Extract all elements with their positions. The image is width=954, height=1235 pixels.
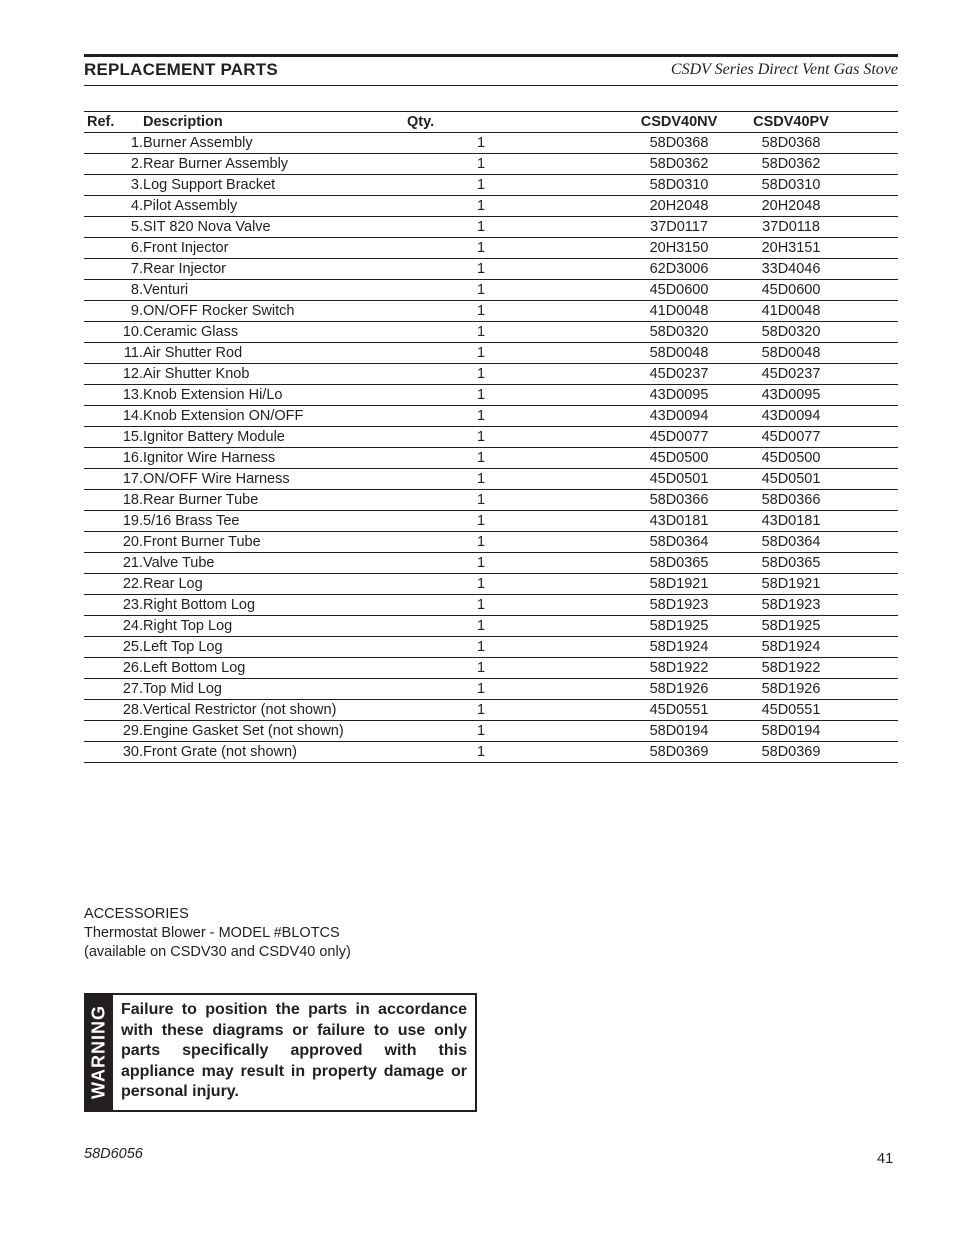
warning-box [84, 993, 477, 1112]
cell-spacer [847, 427, 898, 448]
cell-ref [84, 133, 143, 154]
cell-csdv40nv: 58D0362 [623, 154, 735, 175]
cell-qty: 1 [403, 259, 623, 280]
ref-number: 25. [122, 639, 143, 655]
cell-ref [84, 679, 143, 700]
cell-csdv40nv: 37D0117 [623, 217, 735, 238]
cell-spacer [847, 133, 898, 154]
accessories-heading: ACCESSORIES [84, 906, 189, 922]
cell-qty: 1 [403, 532, 623, 553]
cell-spacer [847, 742, 898, 763]
table-row [84, 742, 898, 763]
cell-qty: 1 [403, 700, 623, 721]
table-row [84, 385, 898, 406]
cell-qty: 1 [403, 280, 623, 301]
ref-number: 8. [130, 282, 143, 298]
cell-qty: 1 [403, 721, 623, 742]
cell-qty: 1 [403, 616, 623, 637]
cell-description: Knob Extension ON/OFF [143, 406, 403, 427]
table-row [84, 175, 898, 196]
ref-number: 3. [130, 177, 143, 193]
cell-csdv40nv: 45D0500 [623, 448, 735, 469]
cell-spacer [847, 658, 898, 679]
cell-qty: 1 [403, 679, 623, 700]
cell-spacer [847, 385, 898, 406]
ref-number: 27. [122, 681, 143, 697]
cell-csdv40pv: 45D0500 [735, 448, 847, 469]
cell-spacer [847, 175, 898, 196]
cell-ref [84, 553, 143, 574]
cell-ref [84, 616, 143, 637]
ref-number: 29. [122, 723, 143, 739]
cell-csdv40nv: 58D1925 [623, 616, 735, 637]
cell-spacer [847, 574, 898, 595]
warning-text: Failure to position the parts in accordance with these diagrams or failure to use only parts specifically approved with this appliance may result in property damage or personal injury. [121, 1001, 467, 1100]
cell-description: Rear Burner Assembly [143, 154, 403, 175]
col-header-csdv40nv: CSDV40NV [623, 112, 735, 133]
cell-csdv40nv: 58D0364 [623, 532, 735, 553]
table-row [84, 511, 898, 532]
cell-csdv40nv: 58D0368 [623, 133, 735, 154]
cell-ref [84, 427, 143, 448]
cell-csdv40pv: 58D0362 [735, 154, 847, 175]
cell-qty: 1 [403, 553, 623, 574]
cell-csdv40pv: 58D0194 [735, 721, 847, 742]
cell-ref [84, 364, 143, 385]
cell-description: Rear Burner Tube [143, 490, 403, 511]
cell-csdv40nv: 58D0310 [623, 175, 735, 196]
cell-csdv40nv: 43D0094 [623, 406, 735, 427]
cell-description: Knob Extension Hi/Lo [143, 385, 403, 406]
cell-qty: 1 [403, 154, 623, 175]
ref-number: 4. [130, 198, 143, 214]
ref-number: 22. [122, 576, 143, 592]
table-row [84, 595, 898, 616]
cell-spacer [847, 301, 898, 322]
cell-csdv40pv: 58D1925 [735, 616, 847, 637]
cell-spacer [847, 448, 898, 469]
table-row [84, 238, 898, 259]
cell-description: Valve Tube [143, 553, 403, 574]
cell-csdv40pv: 33D4046 [735, 259, 847, 280]
cell-qty: 1 [403, 511, 623, 532]
cell-qty: 1 [403, 364, 623, 385]
cell-qty: 1 [403, 658, 623, 679]
cell-spacer [847, 364, 898, 385]
cell-csdv40pv: 58D1922 [735, 658, 847, 679]
cell-csdv40pv: 58D0310 [735, 175, 847, 196]
section-title: REPLACEMENT PARTS [84, 60, 278, 79]
cell-qty: 1 [403, 217, 623, 238]
cell-qty: 1 [403, 343, 623, 364]
cell-qty: 1 [403, 406, 623, 427]
cell-spacer [847, 238, 898, 259]
cell-csdv40pv: 58D0369 [735, 742, 847, 763]
cell-qty: 1 [403, 301, 623, 322]
col-header-description: Description [143, 112, 403, 133]
cell-csdv40pv: 20H2048 [735, 196, 847, 217]
cell-ref [84, 301, 143, 322]
page-number: 41 [877, 1151, 894, 1167]
cell-description: Front Burner Tube [143, 532, 403, 553]
table-row [84, 658, 898, 679]
table-row [84, 343, 898, 364]
cell-ref [84, 343, 143, 364]
cell-description: Top Mid Log [143, 679, 403, 700]
cell-spacer [847, 490, 898, 511]
cell-qty: 1 [403, 448, 623, 469]
accessories-line: (available on CSDV30 and CSDV40 only) [84, 944, 351, 960]
table-row [84, 427, 898, 448]
cell-ref [84, 511, 143, 532]
cell-spacer [847, 196, 898, 217]
cell-spacer [847, 217, 898, 238]
cell-description: Left Top Log [143, 637, 403, 658]
ref-number: 30. [122, 744, 143, 760]
cell-qty: 1 [403, 175, 623, 196]
accessories-note [84, 905, 351, 962]
cell-description: Ignitor Wire Harness [143, 448, 403, 469]
cell-csdv40pv: 58D1923 [735, 595, 847, 616]
ref-number: 16. [122, 450, 143, 466]
cell-qty: 1 [403, 427, 623, 448]
cell-ref [84, 217, 143, 238]
cell-csdv40nv: 58D0194 [623, 721, 735, 742]
cell-ref [84, 574, 143, 595]
cell-spacer [847, 259, 898, 280]
cell-csdv40nv: 41D0048 [623, 301, 735, 322]
cell-csdv40pv: 45D0600 [735, 280, 847, 301]
cell-csdv40nv: 43D0095 [623, 385, 735, 406]
cell-ref [84, 595, 143, 616]
cell-ref [84, 700, 143, 721]
cell-ref [84, 406, 143, 427]
cell-csdv40nv: 58D0366 [623, 490, 735, 511]
ref-number: 23. [122, 597, 143, 613]
ref-number: 26. [122, 660, 143, 676]
cell-qty: 1 [403, 637, 623, 658]
ref-number: 19. [122, 513, 143, 529]
cell-description: SIT 820 Nova Valve [143, 217, 403, 238]
cell-description: Ceramic Glass [143, 322, 403, 343]
cell-description: Rear Injector [143, 259, 403, 280]
ref-number: 9. [130, 303, 143, 319]
ref-number: 28. [122, 702, 143, 718]
accessories-line: Thermostat Blower - MODEL #BLOTCS [84, 925, 340, 941]
page-header [84, 54, 898, 86]
cell-csdv40pv: 37D0118 [735, 217, 847, 238]
cell-csdv40nv: 58D0048 [623, 343, 735, 364]
cell-description: Left Bottom Log [143, 658, 403, 679]
cell-csdv40nv: 45D0501 [623, 469, 735, 490]
table-row [84, 406, 898, 427]
col-header-qty: Qty. [403, 112, 623, 133]
table-row [84, 364, 898, 385]
cell-description: Front Injector [143, 238, 403, 259]
ref-number: 18. [122, 492, 143, 508]
ref-number: 7. [130, 261, 143, 277]
cell-spacer [847, 679, 898, 700]
cell-description: Front Grate (not shown) [143, 742, 403, 763]
table-row [84, 133, 898, 154]
cell-description: Vertical Restrictor (not shown) [143, 700, 403, 721]
cell-csdv40nv: 62D3006 [623, 259, 735, 280]
cell-csdv40pv: 20H3151 [735, 238, 847, 259]
col-header-csdv40pv: CSDV40PV [735, 112, 847, 133]
cell-ref [84, 259, 143, 280]
cell-csdv40nv: 58D0369 [623, 742, 735, 763]
cell-description: Air Shutter Rod [143, 343, 403, 364]
cell-ref [84, 469, 143, 490]
cell-ref [84, 322, 143, 343]
cell-qty: 1 [403, 469, 623, 490]
table-row [84, 154, 898, 175]
table-row [84, 679, 898, 700]
cell-ref [84, 196, 143, 217]
table-row [84, 574, 898, 595]
cell-spacer [847, 469, 898, 490]
cell-csdv40nv: 20H2048 [623, 196, 735, 217]
table-row [84, 469, 898, 490]
cell-csdv40nv: 45D0551 [623, 700, 735, 721]
ref-number: 17. [122, 471, 143, 487]
ref-number: 6. [130, 240, 143, 256]
document-number: 58D6056 [84, 1146, 143, 1162]
table-row [84, 448, 898, 469]
table-row [84, 196, 898, 217]
cell-ref [84, 280, 143, 301]
parts-table-body [84, 133, 898, 763]
cell-csdv40pv: 41D0048 [735, 301, 847, 322]
cell-csdv40nv: 58D1921 [623, 574, 735, 595]
cell-csdv40pv: 58D1921 [735, 574, 847, 595]
cell-description: Engine Gasket Set (not shown) [143, 721, 403, 742]
cell-description: 5/16 Brass Tee [143, 511, 403, 532]
table-row [84, 280, 898, 301]
table-row [84, 217, 898, 238]
cell-description: Pilot Assembly [143, 196, 403, 217]
cell-csdv40nv: 20H3150 [623, 238, 735, 259]
cell-spacer [847, 154, 898, 175]
cell-description: Venturi [143, 280, 403, 301]
cell-ref [84, 238, 143, 259]
cell-csdv40pv: 45D0077 [735, 427, 847, 448]
cell-description: Rear Log [143, 574, 403, 595]
cell-spacer [847, 343, 898, 364]
cell-description: Log Support Bracket [143, 175, 403, 196]
cell-ref [84, 175, 143, 196]
table-row [84, 553, 898, 574]
cell-ref [84, 721, 143, 742]
cell-description: ON/OFF Wire Harness [143, 469, 403, 490]
cell-csdv40nv: 45D0237 [623, 364, 735, 385]
cell-csdv40pv: 43D0181 [735, 511, 847, 532]
table-row [84, 700, 898, 721]
cell-qty: 1 [403, 196, 623, 217]
cell-qty: 1 [403, 238, 623, 259]
cell-description: ON/OFF Rocker Switch [143, 301, 403, 322]
cell-qty: 1 [403, 490, 623, 511]
cell-csdv40pv: 58D0048 [735, 343, 847, 364]
cell-description: Right Top Log [143, 616, 403, 637]
cell-description: Right Bottom Log [143, 595, 403, 616]
cell-spacer [847, 595, 898, 616]
warning-label: WARNING [88, 1004, 108, 1099]
parts-table [84, 111, 898, 763]
table-row [84, 532, 898, 553]
cell-csdv40pv: 45D0551 [735, 700, 847, 721]
cell-spacer [847, 700, 898, 721]
cell-csdv40nv: 45D0600 [623, 280, 735, 301]
cell-csdv40nv: 58D1926 [623, 679, 735, 700]
ref-number: 2. [130, 156, 143, 172]
cell-spacer [847, 280, 898, 301]
cell-description: Air Shutter Knob [143, 364, 403, 385]
cell-ref [84, 742, 143, 763]
ref-number: 5. [130, 219, 143, 235]
cell-spacer [847, 637, 898, 658]
cell-csdv40pv: 58D0366 [735, 490, 847, 511]
ref-number: 24. [122, 618, 143, 634]
warning-label-band [84, 993, 113, 1110]
table-row [84, 322, 898, 343]
cell-spacer [847, 553, 898, 574]
cell-csdv40nv: 58D0320 [623, 322, 735, 343]
ref-number: 10. [122, 324, 143, 340]
cell-ref [84, 658, 143, 679]
ref-number: 20. [122, 534, 143, 550]
cell-qty: 1 [403, 574, 623, 595]
cell-csdv40nv: 45D0077 [623, 427, 735, 448]
ref-number: 15. [122, 429, 143, 445]
cell-ref [84, 385, 143, 406]
cell-csdv40pv: 43D0095 [735, 385, 847, 406]
cell-csdv40nv: 58D1924 [623, 637, 735, 658]
cell-spacer [847, 616, 898, 637]
cell-spacer [847, 511, 898, 532]
cell-ref [84, 532, 143, 553]
col-header-spacer [847, 112, 898, 133]
ref-number: 12. [122, 366, 143, 382]
table-row [84, 259, 898, 280]
cell-ref [84, 490, 143, 511]
ref-number: 1. [130, 135, 143, 151]
cell-csdv40pv: 58D1924 [735, 637, 847, 658]
cell-csdv40pv: 45D0237 [735, 364, 847, 385]
running-title: CSDV Series Direct Vent Gas Stove [670, 61, 898, 78]
cell-csdv40nv: 58D1922 [623, 658, 735, 679]
cell-description: Ignitor Battery Module [143, 427, 403, 448]
cell-csdv40pv: 58D1926 [735, 679, 847, 700]
col-header-ref: Ref. [84, 112, 143, 133]
table-row [84, 301, 898, 322]
cell-ref [84, 448, 143, 469]
cell-qty: 1 [403, 385, 623, 406]
cell-csdv40pv: 58D0368 [735, 133, 847, 154]
cell-qty: 1 [403, 322, 623, 343]
table-row [84, 490, 898, 511]
cell-ref [84, 154, 143, 175]
cell-csdv40nv: 43D0181 [623, 511, 735, 532]
cell-csdv40pv: 45D0501 [735, 469, 847, 490]
cell-ref [84, 637, 143, 658]
table-row [84, 637, 898, 658]
cell-qty: 1 [403, 742, 623, 763]
table-header-row [84, 112, 898, 133]
table-row [84, 616, 898, 637]
table-row [84, 721, 898, 742]
cell-spacer [847, 721, 898, 742]
cell-csdv40pv: 43D0094 [735, 406, 847, 427]
cell-spacer [847, 532, 898, 553]
cell-qty: 1 [403, 133, 623, 154]
cell-csdv40pv: 58D0365 [735, 553, 847, 574]
cell-description: Burner Assembly [143, 133, 403, 154]
ref-number: 14. [122, 408, 143, 424]
cell-spacer [847, 322, 898, 343]
cell-qty: 1 [403, 595, 623, 616]
cell-csdv40nv: 58D1923 [623, 595, 735, 616]
ref-number: 11. [123, 345, 143, 361]
cell-csdv40nv: 58D0365 [623, 553, 735, 574]
ref-number: 21. [122, 555, 143, 571]
cell-csdv40pv: 58D0364 [735, 532, 847, 553]
ref-number: 13. [122, 387, 143, 403]
cell-csdv40pv: 58D0320 [735, 322, 847, 343]
cell-spacer [847, 406, 898, 427]
